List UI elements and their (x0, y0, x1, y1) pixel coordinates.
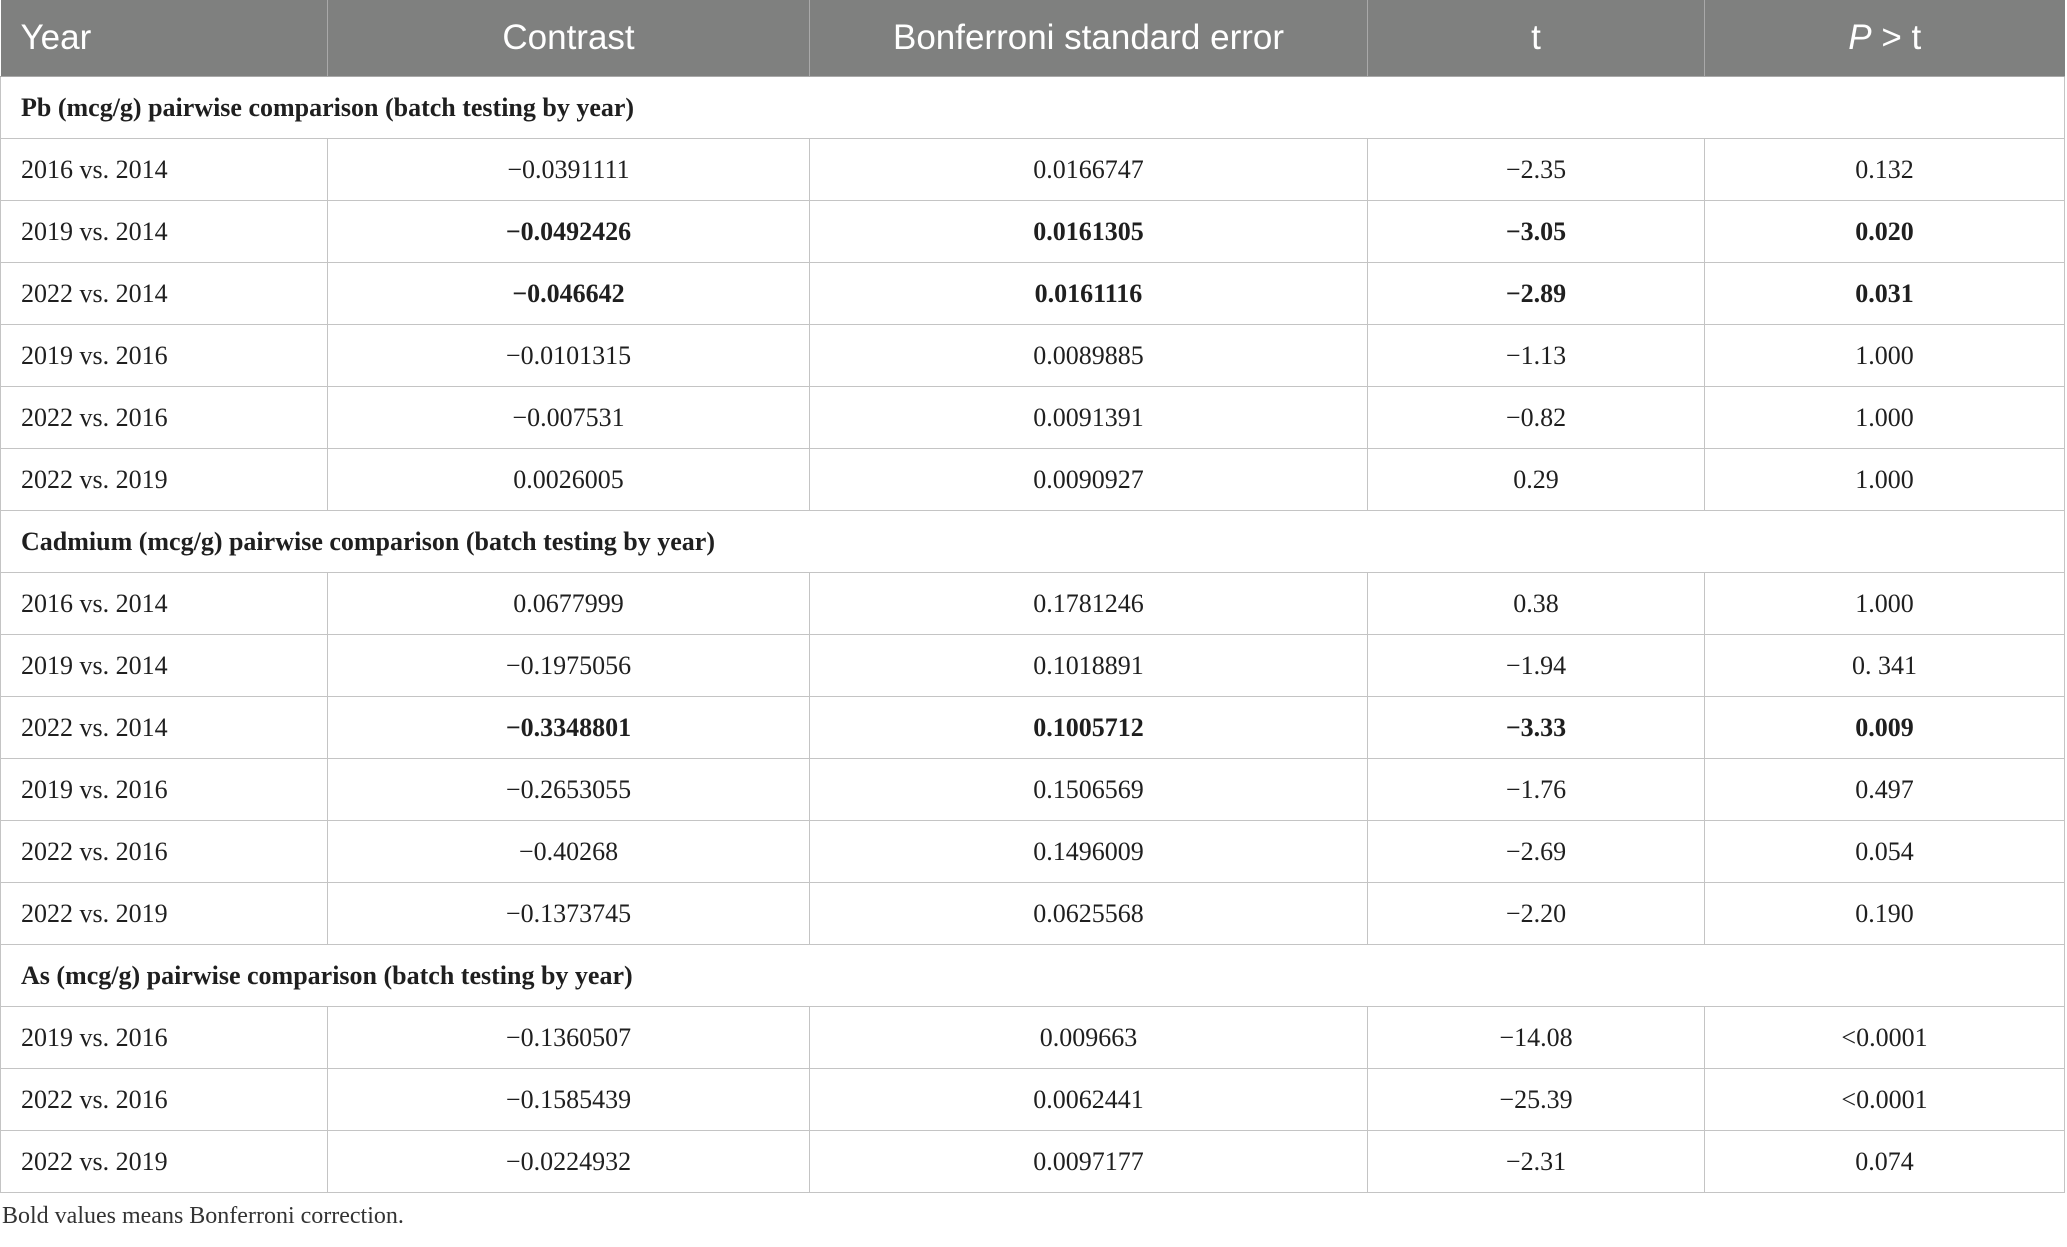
header-p-value (1705, 0, 2065, 77)
year-cell: 2019 vs. 2016 (1, 759, 328, 821)
table-row (1, 325, 2065, 387)
section-title: Pb (mcg/g) pairwise comparison (batch testing by year) (1, 77, 2065, 139)
contrast-cell: −0.1373745 (328, 883, 810, 945)
year-cell: 2022 vs. 2016 (1, 821, 328, 883)
t-cell: −3.33 (1368, 697, 1705, 759)
p-value-cell: 0.009 (1705, 697, 2065, 759)
t-cell: −2.35 (1368, 139, 1705, 201)
contrast-cell: −0.2653055 (328, 759, 810, 821)
contrast-cell: −0.40268 (328, 821, 810, 883)
standard-error-cell: 0.0089885 (810, 325, 1368, 387)
table-row (1, 449, 2065, 511)
year-cell: 2022 vs. 2014 (1, 263, 328, 325)
header-row (1, 0, 2065, 77)
t-cell: −2.69 (1368, 821, 1705, 883)
header-p-italic: P (1848, 18, 1872, 57)
contrast-cell: −0.0101315 (328, 325, 810, 387)
t-cell: −3.05 (1368, 201, 1705, 263)
p-value-cell: 1.000 (1705, 325, 2065, 387)
t-cell: −1.94 (1368, 635, 1705, 697)
contrast-cell: −0.0391111 (328, 139, 810, 201)
table-header (1, 0, 2065, 77)
contrast-cell: 0.0677999 (328, 573, 810, 635)
t-cell: −2.31 (1368, 1131, 1705, 1193)
standard-error-cell: 0.1018891 (810, 635, 1368, 697)
p-value-cell: 0.497 (1705, 759, 2065, 821)
contrast-cell: −0.007531 (328, 387, 810, 449)
section-header-row (1, 511, 2065, 573)
year-cell: 2019 vs. 2016 (1, 325, 328, 387)
t-cell: −2.89 (1368, 263, 1705, 325)
contrast-cell: −0.0224932 (328, 1131, 810, 1193)
standard-error-cell: 0.009663 (810, 1007, 1368, 1069)
standard-error-cell: 0.0097177 (810, 1131, 1368, 1193)
table-row (1, 1131, 2065, 1193)
section-title: Cadmium (mcg/g) pairwise comparison (batch testing by year) (1, 511, 2065, 573)
year-cell: 2022 vs. 2019 (1, 883, 328, 945)
contrast-cell: −0.1975056 (328, 635, 810, 697)
standard-error-cell: 0.1781246 (810, 573, 1368, 635)
t-cell: −1.13 (1368, 325, 1705, 387)
year-cell: 2019 vs. 2016 (1, 1007, 328, 1069)
year-cell: 2022 vs. 2014 (1, 697, 328, 759)
year-cell: 2016 vs. 2014 (1, 573, 328, 635)
table-row (1, 263, 2065, 325)
header-p-rest: > t (1871, 18, 1922, 57)
standard-error-cell: 0.0166747 (810, 139, 1368, 201)
year-cell: 2022 vs. 2019 (1, 449, 328, 511)
p-value-cell: 1.000 (1705, 387, 2065, 449)
section-title: As (mcg/g) pairwise comparison (batch testing by year) (1, 945, 2065, 1007)
t-cell: −1.76 (1368, 759, 1705, 821)
standard-error-cell: 0.0625568 (810, 883, 1368, 945)
p-value-cell: 0.054 (1705, 821, 2065, 883)
p-value-cell: <0.0001 (1705, 1069, 2065, 1131)
table-row (1, 697, 2065, 759)
table-row (1, 883, 2065, 945)
year-cell: 2022 vs. 2019 (1, 1131, 328, 1193)
p-value-cell: 1.000 (1705, 449, 2065, 511)
p-value-cell: 0.074 (1705, 1131, 2065, 1193)
contrast-cell: −0.1360507 (328, 1007, 810, 1069)
table-row (1, 759, 2065, 821)
table-row (1, 1007, 2065, 1069)
t-cell: −14.08 (1368, 1007, 1705, 1069)
header-contrast: Contrast (328, 0, 810, 77)
contrast-cell: −0.046642 (328, 263, 810, 325)
year-cell: 2022 vs. 2016 (1, 387, 328, 449)
standard-error-cell: 0.1506569 (810, 759, 1368, 821)
header-year: Year (1, 0, 328, 77)
table-row (1, 821, 2065, 883)
t-cell: −2.20 (1368, 883, 1705, 945)
table-body (1, 77, 2065, 1193)
header-standard-error: Bonferroni standard error (810, 0, 1368, 77)
section-header-row (1, 945, 2065, 1007)
table-row (1, 139, 2065, 201)
p-value-cell: 0. 341 (1705, 635, 2065, 697)
p-value-cell: 0.020 (1705, 201, 2065, 263)
table-row (1, 201, 2065, 263)
standard-error-cell: 0.1496009 (810, 821, 1368, 883)
year-cell: 2022 vs. 2016 (1, 1069, 328, 1131)
t-cell: −0.82 (1368, 387, 1705, 449)
p-value-cell: 0.031 (1705, 263, 2065, 325)
table-row (1, 635, 2065, 697)
header-t: t (1368, 0, 1705, 77)
standard-error-cell: 0.0090927 (810, 449, 1368, 511)
year-cell: 2019 vs. 2014 (1, 635, 328, 697)
p-value-cell: <0.0001 (1705, 1007, 2065, 1069)
table-row (1, 387, 2065, 449)
standard-error-cell: 0.0161116 (810, 263, 1368, 325)
standard-error-cell: 0.0091391 (810, 387, 1368, 449)
p-value-cell: 1.000 (1705, 573, 2065, 635)
standard-error-cell: 0.0161305 (810, 201, 1368, 263)
section-header-row (1, 77, 2065, 139)
standard-error-cell: 0.1005712 (810, 697, 1368, 759)
p-value-cell: 0.132 (1705, 139, 2065, 201)
t-cell: 0.29 (1368, 449, 1705, 511)
p-value-cell: 0.190 (1705, 883, 2065, 945)
t-cell: 0.38 (1368, 573, 1705, 635)
t-cell: −25.39 (1368, 1069, 1705, 1131)
table-row (1, 1069, 2065, 1131)
contrast-cell: −0.0492426 (328, 201, 810, 263)
standard-error-cell: 0.0062441 (810, 1069, 1368, 1131)
contrast-cell: −0.1585439 (328, 1069, 810, 1131)
year-cell: 2019 vs. 2014 (1, 201, 328, 263)
contrast-cell: 0.0026005 (328, 449, 810, 511)
year-cell: 2016 vs. 2014 (1, 139, 328, 201)
footnote: Bold values means Bonferroni correction. (2, 1203, 404, 1229)
contrast-cell: −0.3348801 (328, 697, 810, 759)
table-row (1, 573, 2065, 635)
